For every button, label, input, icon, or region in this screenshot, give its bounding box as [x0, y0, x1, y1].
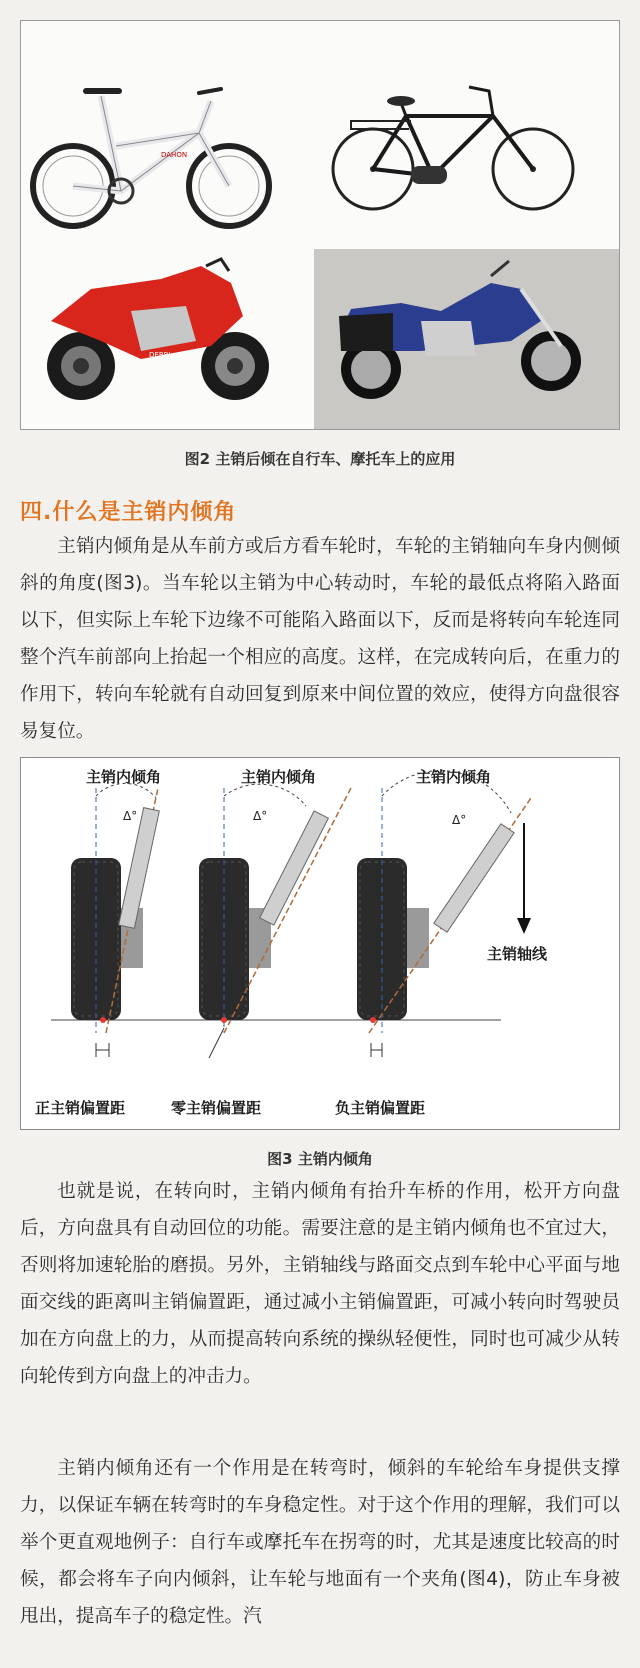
paragraph-2: 也就是说，在转向时，主销内倾角有抬升车桥的作用，松开方向盘后，方向盘具有自动回位的功能。需要注意的是主销内倾角也不宜过大，否则将加速轮胎的磨损。另外，主销轴线与路面交点到车轮中心平面与地面交线的距离叫主销偏置距，通过减小主销偏置距，可减小转向时驾驶员加在方向盘上的力，从而提高转向系统的操纵轻便性，同时也可减少从转向轮传到方向盘上的冲击力。: [20, 1181, 620, 1387]
paragraph-1: 主销内倾角是从车前方或后方看车轮时，车轮的主销轴向车身内侧倾斜的角度(图3)。当车轮以主销为中心转动时，车轮的最低点将陷入路面以下，但实际上车轮下边缘不可能陷入路面以下，反而是将转向车轮连同整个汽车前部向上抬起一个相应的高度。这样，在完成转向后，在重力的作用下，转向车轮就有自动回复到原来中间位置的效应，使得方向盘很容易复位。: [20, 536, 620, 742]
folding-bicycle-image: [33, 89, 269, 226]
delta-symbol-3: Δ°: [452, 813, 467, 827]
offset-label-positive: 正主销偏置距: [35, 1099, 126, 1117]
paragraph-3: 主销内倾角还有一个作用是在转弯时，倾斜的车轮给车身提供支撑力，以保证车辆在转弯时的车身稳定性。对于这个作用的理解，我们可以举个更直观地例子：自行车或摩托车在拐弯的时，尤其是速度比较高的时候，都会将车子向内倾斜，让车轮与地面有一个夹角(图4)，防止车身被甩出，提高车子的稳定性。汽: [20, 1458, 620, 1627]
kingpin-axis-label: 主销轴线: [487, 945, 548, 963]
offset-label-negative: 负主销偏置距: [335, 1099, 426, 1117]
diagram-positive-offset: [71, 783, 159, 1057]
diagram-negative-offset: [357, 771, 531, 1057]
figure-2-caption: 图2 主销后倾在自行车、摩托车上的应用: [184, 450, 456, 468]
angle-label-3: 主销内倾角: [416, 768, 492, 786]
hub-3: [407, 908, 429, 968]
axis-arrowhead: [517, 918, 531, 934]
svg-text:DERBI: DERBI: [149, 351, 171, 359]
svg-text:DAHON: DAHON: [161, 151, 188, 159]
angle-label-2: 主销内倾角: [241, 768, 317, 786]
figure-2-photo-panel: [20, 20, 620, 430]
offset-label-zero: 零主销偏置距: [171, 1099, 262, 1117]
delta-symbol-1: Δ°: [123, 809, 138, 823]
roadster-bicycle-image: [333, 87, 573, 209]
delta-symbol-2: Δ°: [253, 809, 268, 823]
angle-label-1: 主销内倾角: [86, 768, 162, 786]
diagram-zero-offset: [199, 784, 351, 1058]
figure-3-kingpin-diagram: [20, 757, 620, 1130]
figure-3-caption: 图3 主销内倾角: [267, 1150, 373, 1168]
sport-motorcycle-image: [47, 259, 269, 400]
section-title: 四.什么是主销内倾角: [20, 500, 237, 525]
